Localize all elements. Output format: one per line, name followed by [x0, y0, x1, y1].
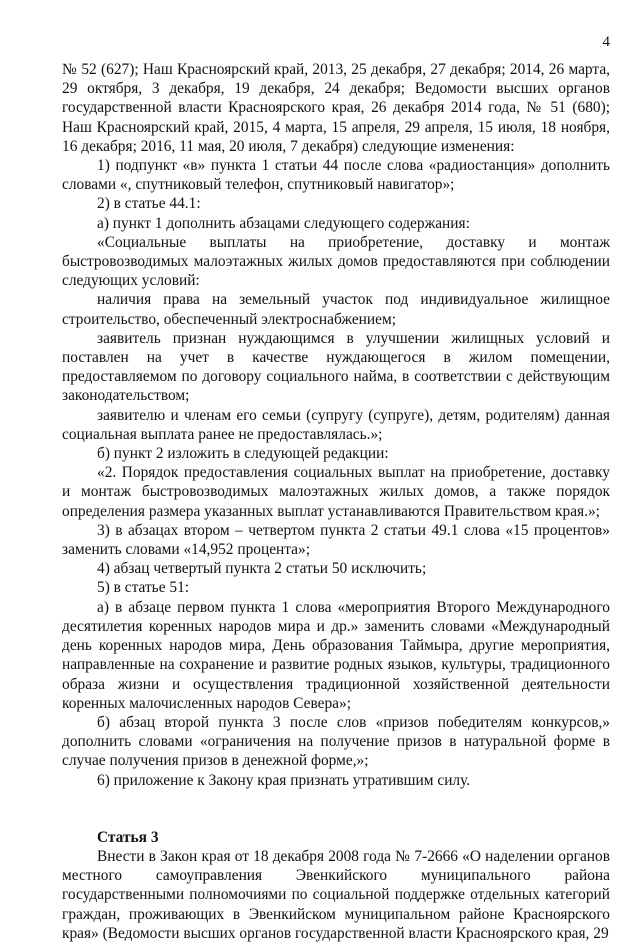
paragraph-14: б) абзац второй пункта 3 после слов «призов победителям конкурсов,» дополнить словами «ограничения на получение призов в натуральной форме в случае получения призов в денежной форме,»;	[62, 713, 610, 770]
article-text: Внести в Закон края от 18 декабря 2008 года № 7-2666 «О наделении органов местного самоуправления Эвенкийского муниципального района государственными полномочиями по социальной поддержке отдельных категорий граждан, проживающих в Эвенкийском муниципальном районе Красноярского края» (Ведомости высших органов государственной власти Красноярского края, 29	[62, 847, 610, 942]
paragraph-5: наличия права на земельный участок под индивидуальное жилищное строительство, обеспеченный электроснабжением;	[62, 291, 610, 328]
paragraph-12: 5) в статье 51:	[97, 579, 190, 597]
paragraph-7: заявителю и членам его семьи (супругу (супруге), детям, родителям) данная социальная выплата ранее не предоставлялась.»;	[62, 406, 610, 443]
paragraph-15: 6) приложение к Закону края признать утратившим силу.	[97, 771, 471, 789]
page-number: 4	[602, 34, 610, 50]
paragraph-0: № 52 (627); Наш Красноярский край, 2013, 25 декабря, 27 декабря; 2014, 26 марта, 29 октября, 3 декабря, 19 декабря, 24 декабря; Ведомости высших органов государственной власти Красноярского края, 26 декабря 2014 года, № 51 (680); Наш Красноярский край, 2015, 4 марта, 15 апреля, 29 апреля, 15 июля, 18 ноября, 16 декабря; 2016, 11 мая, 20 июля, 7 декабря) следующие изменения:	[62, 61, 610, 155]
paragraph-9: «2. Порядок предоставления социальных выплат на приобретение, доставку и монтаж быстровозводимых малоэтажных жилых домов, а также порядок определения размера указанных выплат устанавливаются Правительством края.»;	[62, 464, 610, 520]
paragraph-10: 3) в абзацах втором – четвертом пункта 2 статьи 49.1 слова «15 процентов» заменить словами «14,952 процента»;	[62, 521, 610, 559]
document-body	[62, 60, 610, 943]
section-spacer	[62, 809, 610, 828]
paragraph-4: «Социальные выплаты на приобретение, доставку и монтаж быстровозводимых малоэтажных жилых домов предоставляются при соблюдении следующих условий:	[62, 233, 610, 290]
paragraph-6: заявитель признан нуждающимся в улучшении жилищных условий и поставлен на учет в качестве нуждающегося в жилом помещении, предоставляемом по договору социального найма, в соответствии с действующим законодательством;	[62, 329, 610, 405]
paragraph-8: б) пункт 2 изложить в следующей редакции:	[97, 445, 389, 463]
paragraph-2: 2) в статье 44.1:	[97, 195, 201, 213]
article-heading: Статья 3	[97, 828, 159, 846]
paragraph-1: 1) подпункт «в» пункта 1 статьи 44 после слова «радиостанция» дополнить словами «, спутниковый телефон, спутниковый навигатор»;	[62, 157, 610, 194]
section-spacer	[62, 790, 610, 809]
paragraph-3: а) пункт 1 дополнить абзацами следующего содержания:	[97, 214, 470, 232]
paragraph-13: а) в абзаце первом пункта 1 слова «мероприятия Второго Международного десятилетия коренных народов мира и др.» заменить словами «Международный день коренных народов мира, День образования Таймыра, другие мероприятия, направленные на сохранение и развитие родных языков, культуры, традиционного образа жизни и осуществления традиционной хозяйственной деятельности коренных малочисленных народов Севера»;	[62, 598, 610, 712]
paragraph-11: 4) абзац четвертый пункта 2 статьи 50 исключить;	[97, 560, 427, 578]
